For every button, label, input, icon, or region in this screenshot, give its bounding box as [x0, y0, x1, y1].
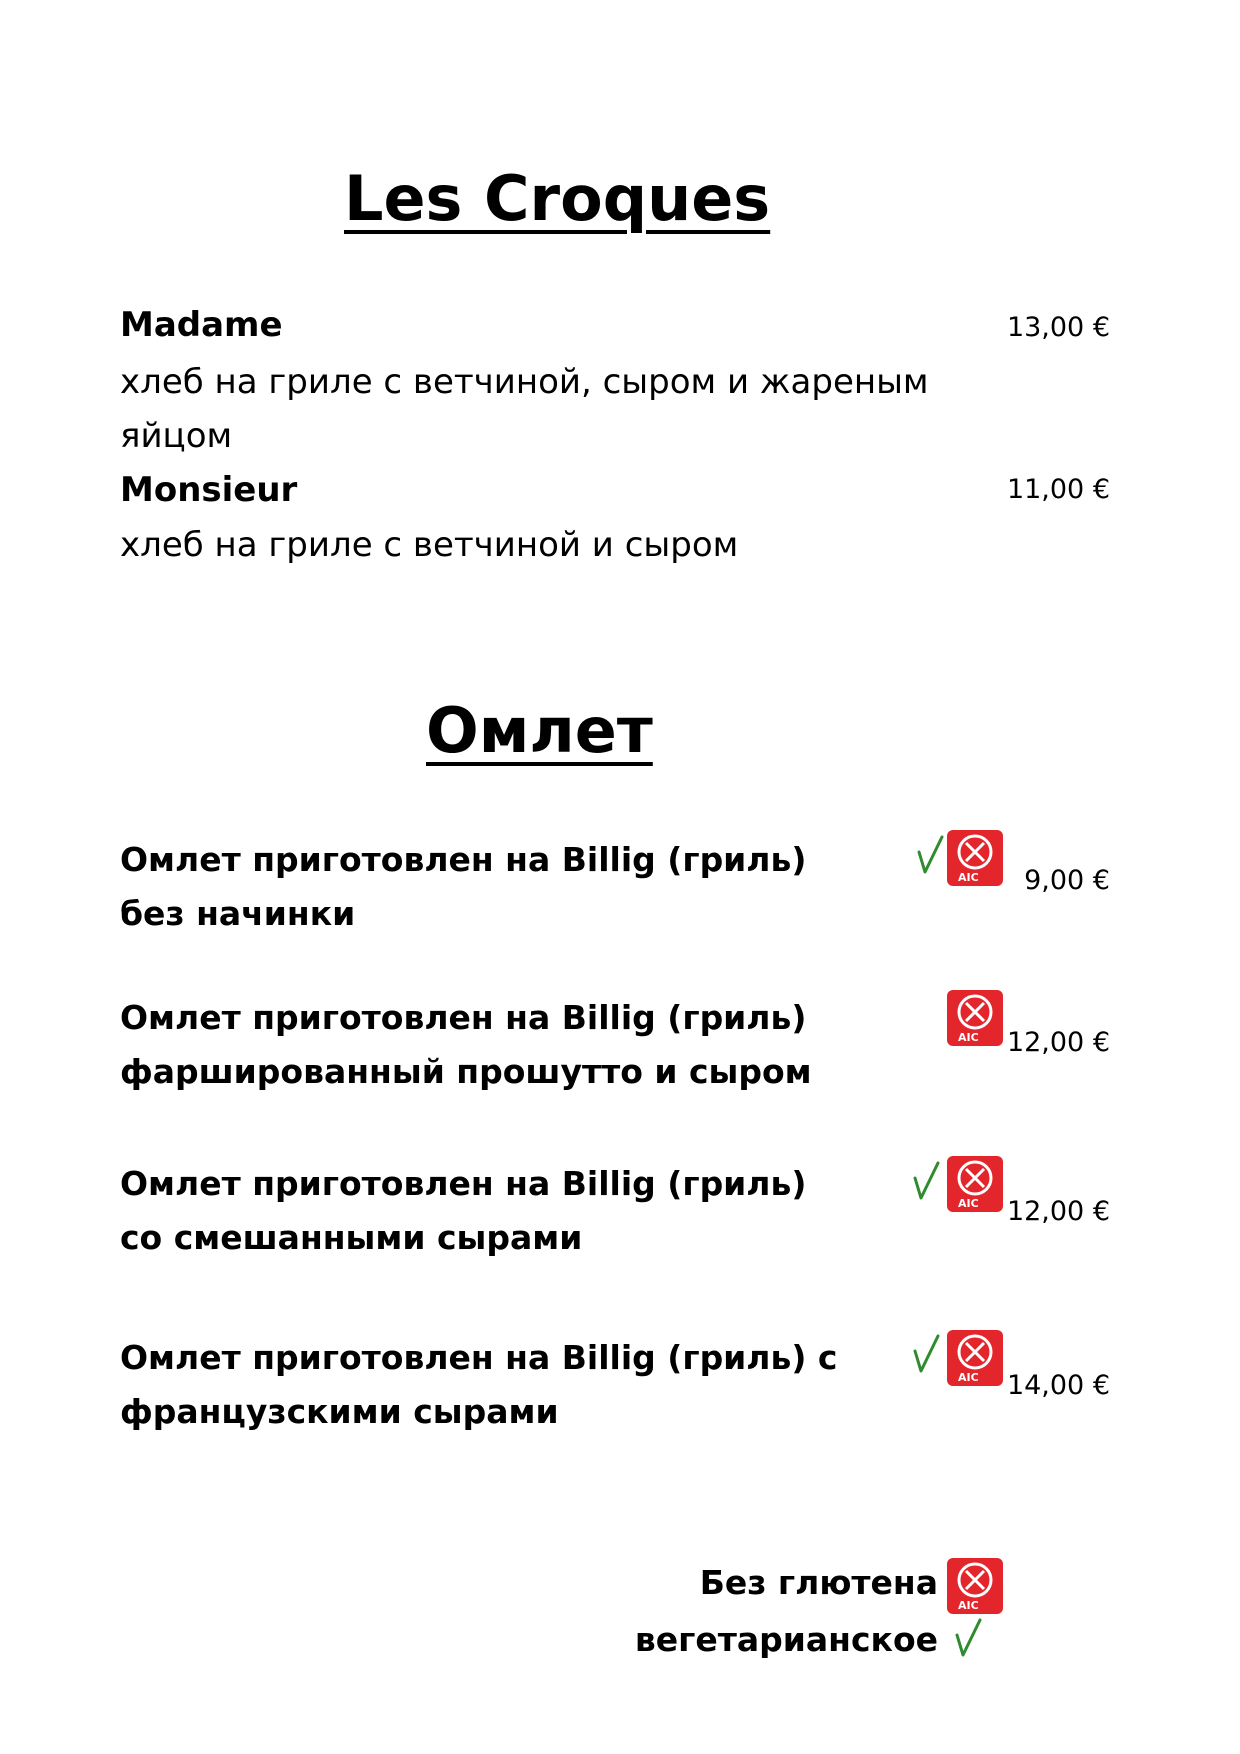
menu-item-price: 11,00 € — [1006, 474, 1110, 505]
gluten-free-aic-badge-icon — [946, 1557, 1004, 1615]
menu-item-name: Омлет приготовлен на Billig (гриль) со смешанными сырами — [120, 1164, 807, 1257]
vegetarian-check-icon — [916, 834, 944, 874]
gluten-free-aic-badge-icon — [946, 1329, 1004, 1387]
legend-gluten-free-label: Без глютена — [699, 1563, 938, 1602]
menu-item-name: Омлет приготовлен на Billig (гриль) фаршированный прошутто и сыром — [120, 998, 812, 1091]
menu-item-description: хлеб на гриле с ветчиной, сыром и жареным яйцом — [120, 362, 929, 456]
legend-vegetarian-label: вегетарианское — [634, 1620, 938, 1659]
menu-item-name: Madame — [120, 305, 283, 345]
section-title-omelet: Омлет — [426, 694, 653, 767]
aic-label: AIC — [958, 1197, 979, 1210]
section-title-croques: Les Croques — [344, 162, 771, 235]
aic-label: AIC — [958, 1371, 979, 1384]
menu-item-price: 12,00 € — [1006, 1027, 1110, 1058]
gluten-free-aic-badge-icon — [946, 829, 1004, 887]
menu-item-price: 12,00 € — [1006, 1196, 1110, 1227]
aic-label: AIC — [958, 871, 979, 884]
menu-item-name: Омлет приготовлен на Billig (гриль) с французскими сырами — [120, 1338, 838, 1431]
menu-item-price: 9,00 € — [1024, 865, 1110, 896]
gluten-free-aic-badge-icon — [946, 1155, 1004, 1213]
menu-item-name: Омлет приготовлен на Billig (гриль) без начинки — [120, 840, 807, 933]
vegetarian-check-icon — [954, 1617, 982, 1657]
aic-label: AIC — [958, 1599, 979, 1612]
gluten-free-aic-badge-icon — [946, 989, 1004, 1047]
menu-item-price: 13,00 € — [1006, 312, 1110, 343]
vegetarian-check-icon — [912, 1333, 940, 1373]
menu-item-description: хлеб на гриле с ветчиной и сыром — [120, 525, 739, 565]
menu-item-name: Monsieur — [120, 470, 298, 510]
aic-label: AIC — [958, 1031, 979, 1044]
menu-item-price: 14,00 € — [1006, 1370, 1110, 1401]
vegetarian-check-icon — [912, 1160, 940, 1200]
